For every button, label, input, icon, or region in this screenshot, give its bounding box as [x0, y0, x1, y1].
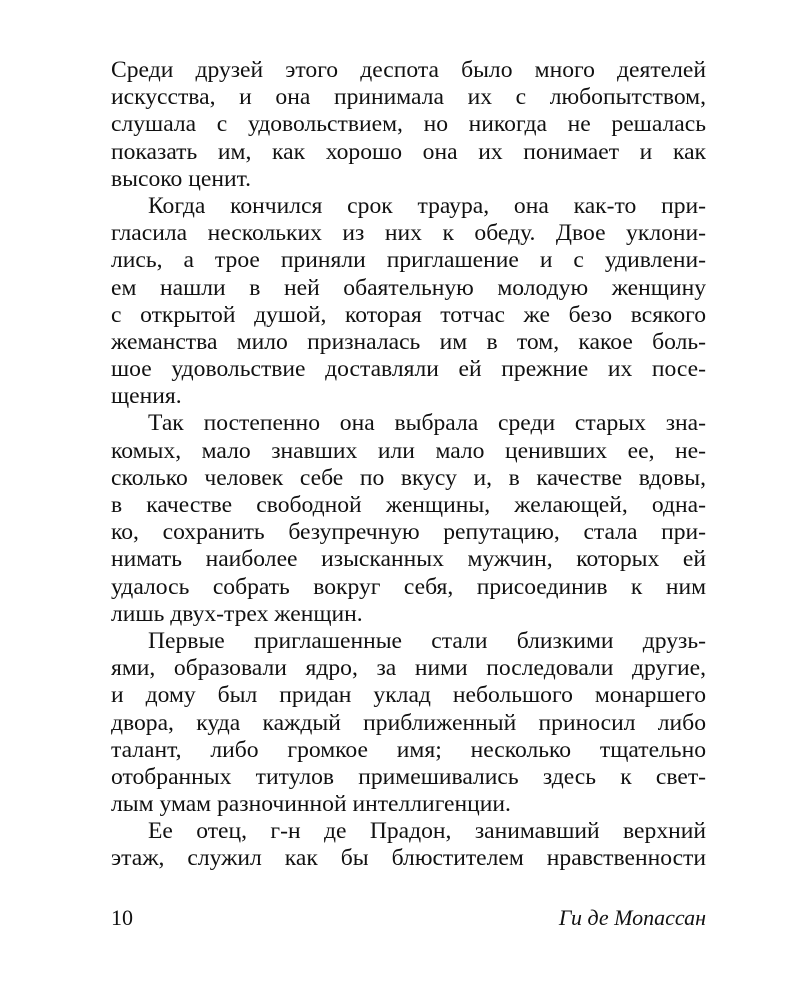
page-number: 10 [111, 905, 133, 930]
text-line: этаж, служил как бы блюстителем нравственности [111, 845, 706, 872]
text-line: слушала с удовольствием, но никогда не решалась [111, 111, 706, 138]
text-line: жеманства мило призналась им в том, какое боль- [111, 328, 706, 355]
text-line: нимать наиболее изысканных мужчин, которых ей [111, 546, 706, 573]
text-line: лись, а трое приняли приглашение и с удивлени- [111, 247, 706, 274]
text-line: удалось собрать вокруг себя, присоединив к ним [111, 573, 706, 600]
paragraph [111, 818, 706, 872]
text-line: Когда кончился срок траура, она как-то при- [148, 192, 706, 219]
text-line: ко, сохранить безупречную репутацию, стала при- [111, 519, 706, 546]
text-line: в качестве свободной женщины, желающей, одна- [111, 492, 706, 518]
paragraph [111, 193, 706, 411]
page-body [111, 57, 706, 873]
text-line: показать им, как хорошо она их понимает и как [111, 138, 706, 165]
text-line: сколько человек себе по вкусу и, в качестве вдовы, [111, 464, 706, 491]
text-line: комых, мало знавших или мало ценивших ее, не- [111, 437, 706, 464]
paragraph [111, 410, 706, 628]
text-line: и дому был придан уклад небольшого монаршего [111, 682, 706, 709]
text-line: талант, либо громкое имя; несколько тщательно [111, 736, 706, 763]
text-line: щения. [111, 383, 182, 410]
text-line: Первые приглашенные стали близкими друзь- [148, 627, 706, 654]
paragraph [111, 628, 706, 818]
running-title: Ги де Мопассан [558, 905, 706, 930]
text-line: лишь двух-трех женщин. [111, 600, 363, 627]
text-line: с открытой душой, которая тотчас же безо всякого [111, 301, 706, 328]
text-line: шое удовольствие доставляли ей прежние их посе- [111, 356, 706, 383]
text-line: высоко ценит. [111, 165, 252, 192]
page-footer [111, 903, 706, 933]
paragraph [111, 57, 706, 193]
text-line: ем нашли в ней обаятельную молодую женщину [111, 274, 706, 301]
text-line: Среди друзей этого деспота было много деятелей [111, 57, 706, 83]
text-line: искусства, и она принимала их с любопытством, [111, 84, 706, 111]
text-line: гласила нескольких из них к обеду. Двое уклони- [111, 220, 706, 247]
text-line: двора, куда каждый приближенный приносил либо [111, 709, 706, 736]
text-line: ями, образовали ядро, за ними последовали другие, [111, 655, 706, 682]
text-line: Так постепенно она выбрала среди старых зна- [148, 410, 706, 437]
text-line: лым умам разночинной интеллигенции. [111, 791, 511, 818]
text-line: Ее отец, г-н де Прадон, занимавший верхний [148, 818, 706, 845]
text-line: отобранных титулов примешивались здесь к свет- [111, 763, 706, 790]
